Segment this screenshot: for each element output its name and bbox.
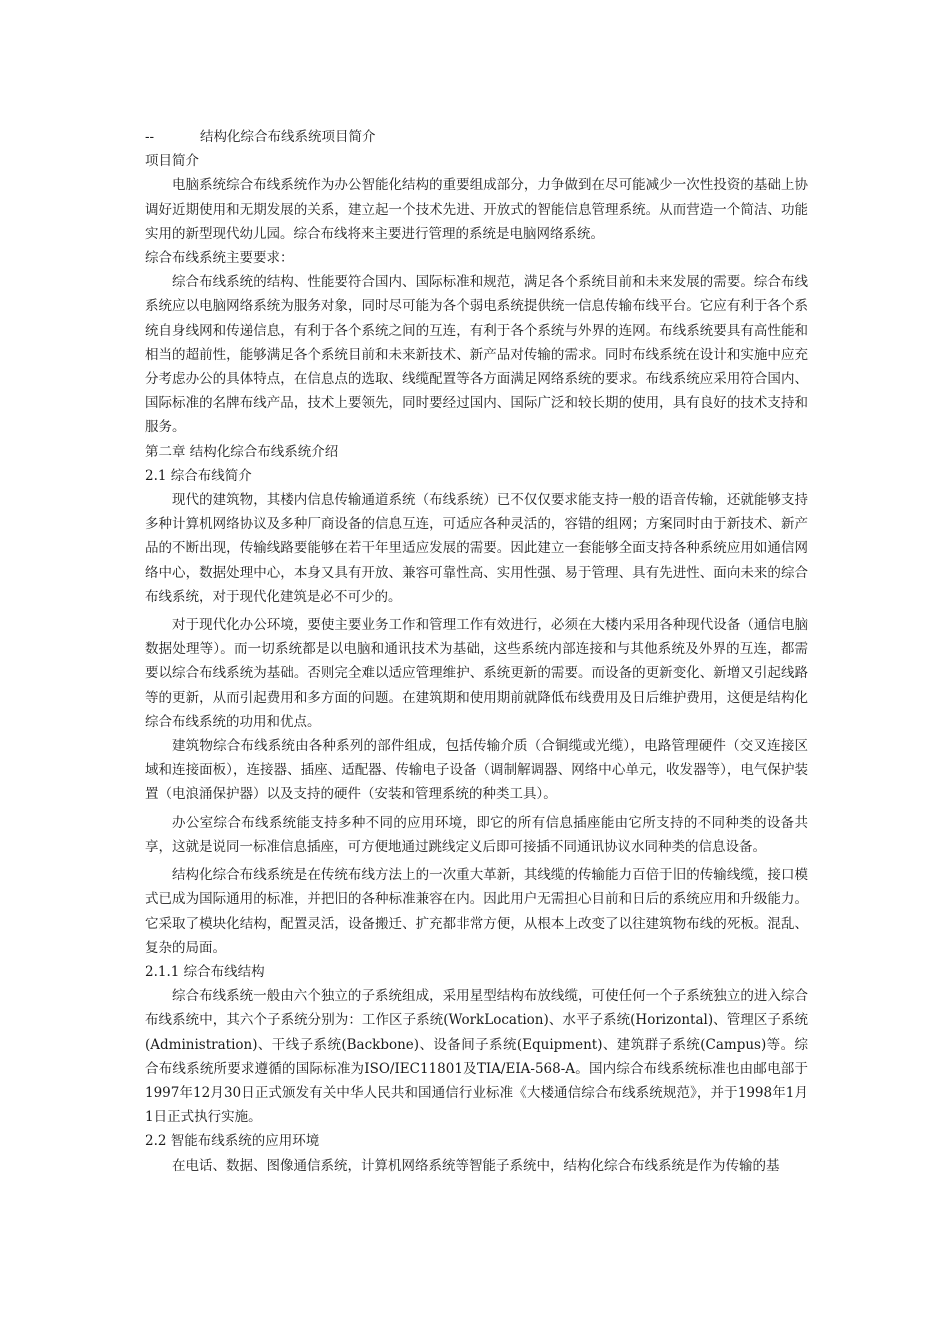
- paragraph-project-intro: 电脑系统综合布线系统作为办公智能化结构的重要组成部分，力争做到在尽可能减少一次性投资的基础上协调好近期使用和无期发展的关系，建立起一个技术先进、开放式的智能信息管理系统。从而营造一个简洁、功能实用的新型现代幼儿园。综合布线将来主要进行管理的系统是电脑网络系统。: [145, 177, 808, 242]
- section-heading-2-1-1: 2.1.1 综合布线结构: [145, 963, 265, 980]
- section-heading-requirements: 综合布线系统主要要求：: [145, 250, 294, 267]
- paragraph-2-2: 在电话、数据、图像通信系统，计算机网络系统等智能子系统中，结构化综合布线系统是作为传输的基: [172, 1157, 780, 1174]
- document-title: 结构化综合布线系统项目简介: [200, 129, 376, 145]
- paragraph-2-1-b: 对于现代化办公环境，要使主要业务工作和管理工作有效进行，必须在大楼内采用各种现代设备（通信电脑数据处理等）。而一切系统都是以电脑和通讯技术为基础，这些系统内部连接和与其他系统及外界的互连，都需要以综合布线系统为基础。否则完全难以适应管理维护、系统更新的需要。而设备的更新变化、新增又引起线路等的更新，从而引起费用和多方面的问题。在建筑期和使用期前就降低布线费用及日后维护费用，这便是结构化综合布线系统的功用和优点。: [145, 617, 808, 730]
- chapter-heading-2: 第二章 结构化综合布线系统介绍: [145, 443, 339, 460]
- paragraph-2-1-c: 建筑物综合布线系统由各种系列的部件组成，包括传输介质（合铜缆或光缆），电路管理硬件（交叉连接区域和连接面板），连接器、插座、适配器、传输电子设备（调制解调器、网络中心单元，收发器等），电气保护装置（电浪涌保护器）以及支持的硬件（安装和管理系统的种类工具）。: [145, 738, 808, 803]
- section-heading-2-1: 2.1 综合布线简介: [145, 467, 252, 484]
- paragraph-2-1-e: 结构化综合布线系统是在传统布线方法上的一次重大革新，其线缆的传输能力百倍于旧的传输线缆，接口模式已成为国际通用的标准，并把旧的各种标准兼容在内。因此用户无需担心目前和日后的系统应用和升级能力。它采取了模块化结构，配置灵活，设备搬迁、扩充都非常方便，从根本上改变了以往建筑物布线的死板。混乱、复杂的局面。: [145, 867, 808, 956]
- paragraph-2-1-1: 综合布线系统一般由六个独立的子系统组成，采用星型结构布放线缆，可使任何一个子系统独立的进入综合布线系统中，其六个子系统分别为：工作区子系统(WorkLocation)、水平子系统(Horizontal)、管理区子系统(Administration)、干线子系统(Backbone)、设备间子系统(Equipment)、建筑群子系统(Campus)等。综合布线系统所要求遵循的国际标准为ISO/IEC11801及TIA/EIA-568-A。国内综合布线系统标准也由邮电部于1997年12月30日正式颁发有关中华人民共和国通信行业标准《大楼通信综合布线系统规范》，并于1998年1月1日正式执行实施。: [145, 988, 808, 1126]
- section-heading-2-2: 2.2 智能布线系统的应用环境: [145, 1133, 320, 1150]
- title-prefix: --: [145, 129, 155, 145]
- paragraph-2-1-a: 现代的建筑物，其楼内信息传输通道系统（布线系统）已不仅仅要求能支持一般的语音传输，还就能够支持多种计算机网络协议及多种厂商设备的信息互连，可适应各种灵活的，容错的组网；方案同时由于新技术、新产品的不断出现，传输线路要能够在若干年里适应发展的需要。因此建立一套能够全面支持各种系统应用如通信网络中心，数据处理中心，本身又具有开放、兼容可靠性高、实用性强、易于管理、具有先进性、面向未来的综合布线系统，对于现代化建筑是必不可少的。: [145, 492, 808, 605]
- document-body: [145, 125, 808, 1178]
- section-heading-project-intro: 项目简介: [145, 153, 199, 170]
- document-title-line: [145, 125, 808, 149]
- paragraph-requirements: 综合布线系统的结构、性能要符合国内、国际标准和规范，满足各个系统目前和未来发展的需要。综合布线系统应以电脑网络系统为服务对象，同时尽可能为各个弱电系统提供统一信息传输布线平台。它应有利于各个系统自身线网和传递信息，有利于各个系统之间的互连，有利于各个系统与外界的连网。布线系统要具有高性能和相当的超前性，能够满足各个系统目前和未来新技术、新产品对传输的需求。同时布线系统在设计和实施中应充分考虑办公的具体特点，在信息点的选取、线缆配置等各方面满足网络系统的要求。布线系统应采用符合国内、国际标准的名牌布线产品，技术上要领先，同时要经过国内、国际广泛和较长期的使用，具有良好的技术支持和服务。: [145, 274, 808, 436]
- paragraph-2-1-d: 办公室综合布线系统能支持多种不同的应用环境，即它的所有信息插座能由它所支持的不同种类的设备共享，这就是说同一标准信息插座，可方便地通过跳线定义后即可接插不同通讯协议水同种类的信息设备。: [145, 814, 808, 855]
